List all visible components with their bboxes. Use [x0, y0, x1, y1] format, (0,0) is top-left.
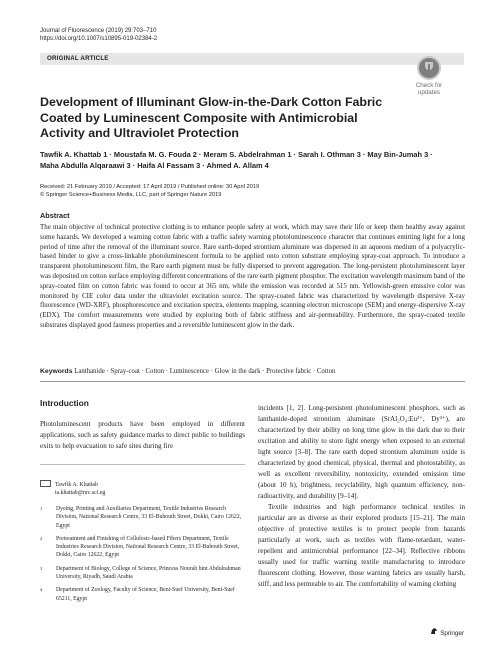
abstract-heading: Abstract [40, 211, 70, 220]
affiliation-item [40, 535, 245, 560]
affiliation-text: Dyeing, Printing and Auxiliaries Department, Textile Industries Research Division, National Research Centre, 33 El-Buhouth Street, Dokki, Cairo 12622, Egypt [56, 506, 242, 529]
affiliation-text: Pretreatment and Finishing of Cellulosic-based Fibers Department, Textile Industries Research Division, National Research Centre, 33 El-Buhouth Street, Dokki, Cairo 12622, Egypt [56, 535, 240, 559]
keywords-label: Keywords [40, 368, 73, 375]
introduction-heading: Introduction [40, 398, 89, 408]
intro-paragraph-1: Photoluminescent products have been employed in different applications, such as safety guidance marks to direct public to buildings exits to help evacuation to safe sites during fire [40, 420, 245, 450]
article-title: Development of Illuminant Glow-in-the-Dark Cotton Fabric Coated by Luminescent Composite with Antimicrobial Activity and Ultraviolet Protection [40, 95, 383, 140]
springer-horse-icon [430, 627, 438, 635]
publisher-name: Springer [440, 630, 464, 637]
doi-link[interactable]: https://doi.org/10.1007/s10895-019-02384-2 [40, 36, 158, 42]
check-for-updates-badge[interactable] [407, 56, 451, 102]
affiliation-text: Department of Biology, College of Science, Princess Nourah bint Abdulrahman University, Riyadh, Saudi Arabia [56, 565, 241, 581]
intro-paragraph-3: Textile industries and high performance technical textiles in particular are as diverse as their explored products [15–21]. The main objective of protective textiles is to protect people from hazards particularly at work, such as textiles with flame-retardant, water-repellent and antimicrobial performance [22–34]. Reflective ribbons usually used for traffic warning textile manufacturing to introduce fluorescent clothing. However, those warning fabrics are usually harsh, stiff, and less permeable to air. The comfortability of warning clothing [258, 503, 465, 588]
keywords-section [40, 367, 465, 376]
journal-citation [40, 27, 157, 43]
author-list [40, 149, 460, 172]
affiliation-text: Department of Zoology, Faculty of Science, Beni-Suef University, Beni-Suef 65211, Egypt [56, 587, 235, 602]
check-label-1: Check for [415, 82, 443, 89]
page-footer [430, 627, 464, 637]
envelope-icon [40, 480, 51, 487]
check-updates-icon [417, 56, 441, 80]
affiliation-number: 4 [40, 587, 43, 593]
corresponding-email[interactable]: ta.khattab@nrc.sci.eg [55, 490, 106, 497]
affiliation-item [40, 565, 245, 582]
history-dates: Received: 21 February 2019 / Accepted: 17 April 2019 / Published online: 30 April 2019 [40, 184, 260, 190]
correspondence [40, 480, 245, 498]
footnote-divider [40, 464, 245, 465]
check-label-2: updates [417, 89, 441, 96]
keywords-list: Lanthanide · Spray-coat · Cotton · Luminescence · Glow in the dark · Protective fabric · Cotton [74, 368, 336, 375]
affiliation-number: 3 [40, 565, 43, 571]
abstract-text: The main objective of technical protective clothing is to enhance people safety at work, which may save their life or keep them healthy away against some hazards. We developed a warning cotton fabric with a traffic safety warning photoluminescence character that continues emitting light for a long period of time after the removal of the illuminant source. Rare earth-doped strontium aluminate was dispersed in an aqueous medium of a polyacrylic-based binder to give a cross-linkable photoluminescent formula to be applied onto cotton substrate employing spray-coat approach. To introduce a transparent photoluminescent film, the Rare earth pigment must be fully dispersed to prevent aggregation. The long-persistent photoluminescent layer was deposited on cotton surface employing different concentrations of the rare earth pigment phosphor. The excitation wavelength maximum band of the spray-coated film on cotton fabric was found to occur at 365 nm, while the emission was recorded at 515 nm. Yellowish-green emissive color was monitored by CIE color data under the ultraviolet excitation source. The spray-coated fabric was characterized by wavelength dispersive X-ray fluorescence (WD-XRF), phosphorescence and excitation spectra, elements mapping, scanning electron microscope (SEM) and energy-dispersive X-ray (EDX). The comfort measurements were studied by exploring both of fabric stiffness and air-permeability. Furthermore, the spray-coated textile substrates displayed good fastness properties and a reversible luminescent glow in the dark. [40, 223, 465, 329]
affiliation-number: 2 [40, 535, 43, 541]
journal-line: Journal of Fluorescence (2019) 29:703–710 [40, 28, 157, 34]
intro-column-2 [258, 403, 465, 590]
corresponding-author: Tawfik A. Khattab [55, 482, 98, 488]
affiliation-item [40, 586, 245, 603]
affiliations [40, 505, 245, 608]
article-type-label: ORIGINAL ARTICLE [47, 55, 109, 62]
authors-line-2: Maha Abdulla Alqaraawi 3 · Haifa Al Fassam 3 · Ahmed A. Allam 4 [40, 161, 269, 171]
section-divider [40, 381, 465, 382]
intro-paragraph-2: incidents [1, 2]. Long-persistent photoluminescent phosphors, such as lanthanide-doped strontium aluminate (SrAl₂O₄:Eu²⁺, Dy³⁺), are characterized by their ability on long time glow in the dark due to their excitation and ability to store light energy when exposed to an external light source [3–8]. The rare earth doped strontium aluminum oxide is characterized by good chemical, physical, thermal and photostability, as well as excellent reversibility, nontoxicity, extended emission time (about 10 h), brightness, recyclability, high quantum efficiency, non-radioactivity, and durability [9–14]. [258, 404, 465, 500]
affiliation-item [40, 505, 245, 530]
affiliation-number: 1 [40, 506, 43, 511]
article-type-banner [40, 53, 464, 65]
copyright-notice: © Springer Science+Business Media, LLC, part of Springer Nature 2019 [40, 192, 222, 199]
publication-dates [40, 183, 460, 200]
authors-line-1: Tawfik A. Khattab 1 · Moustafa M. G. Fouda 2 · Meram S. Abdelrahman 1 · Sarah I. Othman 3 · May Bin-Jumah 3 · [40, 150, 433, 159]
